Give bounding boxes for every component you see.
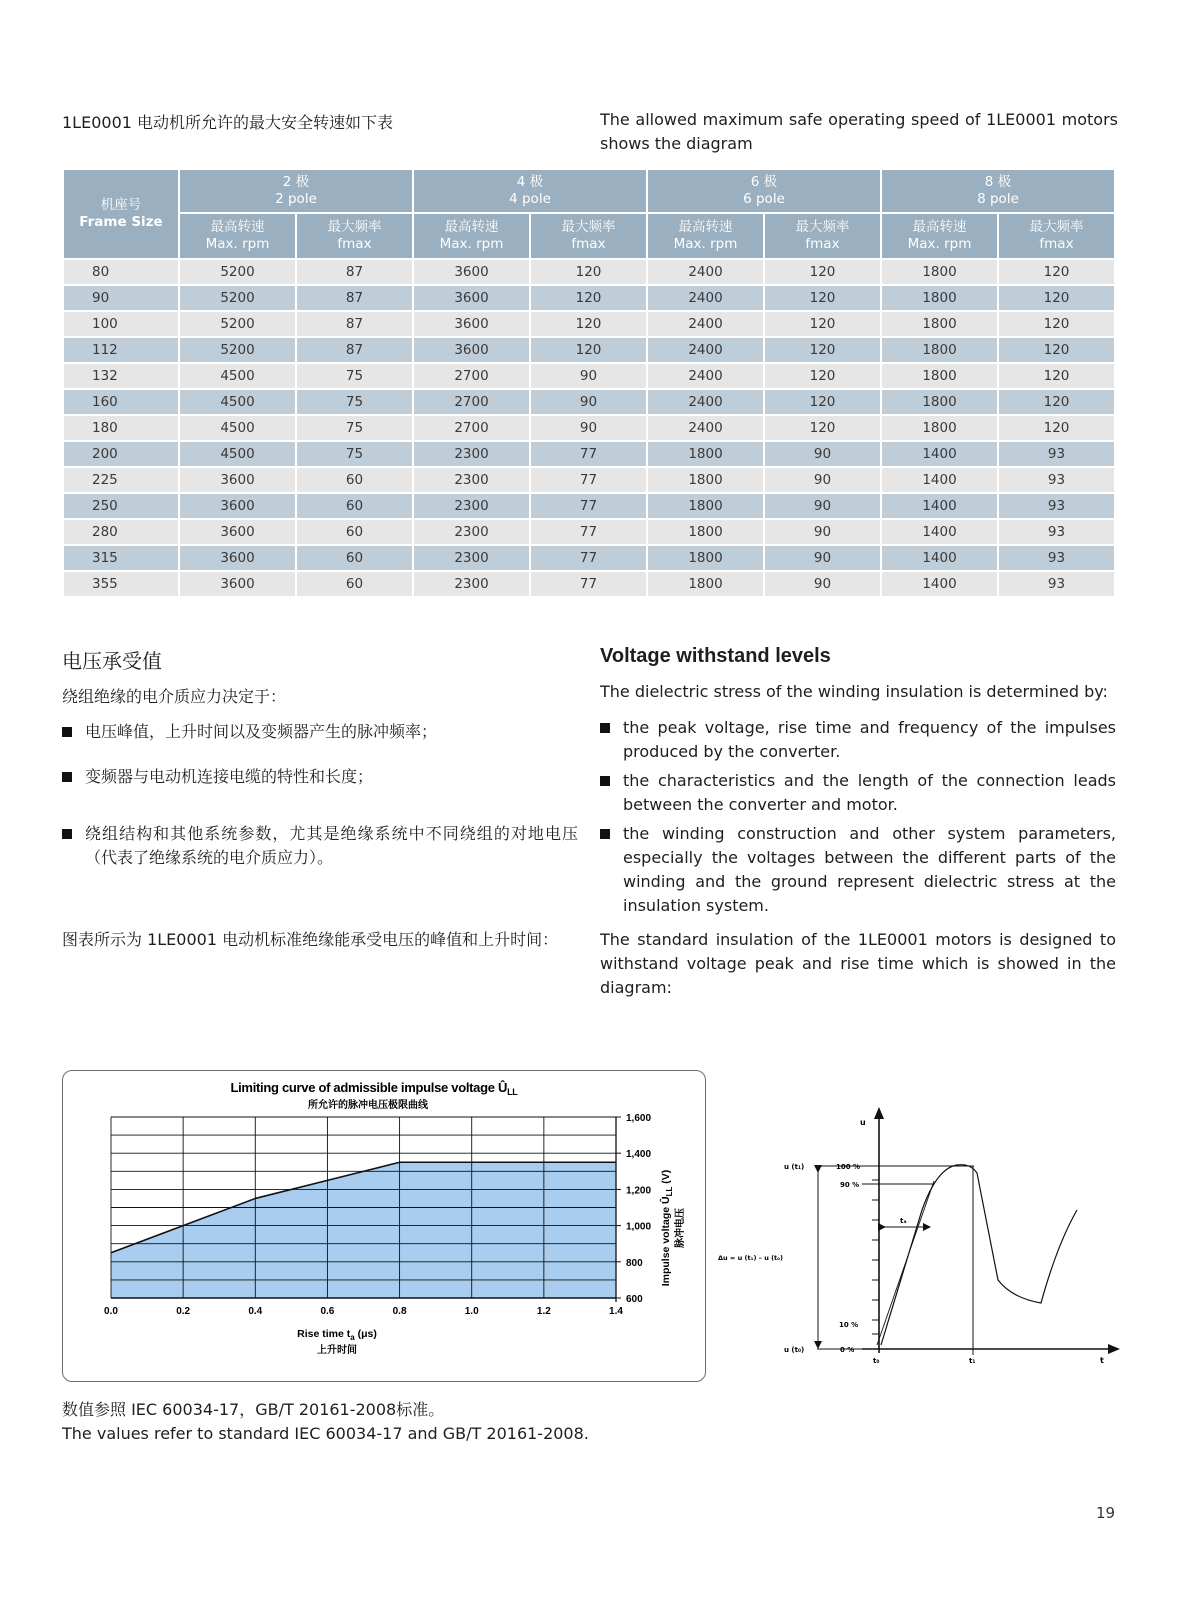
t-axis-label: t xyxy=(1100,1356,1104,1365)
y-tick-label: 1,400 xyxy=(626,1149,652,1161)
max-rpm-cell: 1800 xyxy=(647,519,764,545)
table-body xyxy=(63,259,1115,597)
table-row xyxy=(63,415,1115,441)
max-rpm-cell: 1400 xyxy=(881,545,998,571)
y-tick-label: 600 xyxy=(626,1294,643,1305)
max-rpm-cell: 1800 xyxy=(881,259,998,285)
fmax-cell: 93 xyxy=(998,493,1115,519)
max-rpm-cell: 2700 xyxy=(413,389,530,415)
fmax-cell: 90 xyxy=(530,389,647,415)
max-rpm-cell: 5200 xyxy=(179,285,296,311)
group-header-8pole: 8 极 8 pole xyxy=(881,169,1115,213)
max-rpm-cell: 3600 xyxy=(179,571,296,597)
x-tick-label: 0.2 xyxy=(176,1306,191,1317)
max-rpm-cell: 1800 xyxy=(647,571,764,597)
max-rpm-cell: 1800 xyxy=(881,285,998,311)
pulse-definition-diagram xyxy=(712,1105,1122,1375)
x-tick-label: 0.0 xyxy=(104,1306,118,1317)
table-row xyxy=(63,311,1115,337)
max-rpm-cell: 2300 xyxy=(413,467,530,493)
max-rpm-cell: 1800 xyxy=(881,311,998,337)
max-rpm-cell: 3600 xyxy=(413,337,530,363)
max-rpm-cell: 2400 xyxy=(647,337,764,363)
bullet-cn-2: 变频器与电动机连接电缆的特性和长度； xyxy=(62,765,578,789)
frame-size-cell: 250 xyxy=(63,493,179,519)
y-axis-ticks xyxy=(616,1113,651,1305)
max-rpm-cell: 2300 xyxy=(413,493,530,519)
fmax-cell: 77 xyxy=(530,467,647,493)
max-rpm-cell: 3600 xyxy=(179,493,296,519)
max-rpm-cell: 1800 xyxy=(647,545,764,571)
x-axis-label: Rise time $t_a$ (μs) xyxy=(297,1328,377,1342)
bullet-square-icon xyxy=(600,723,610,733)
fmax-cell: 90 xyxy=(530,363,647,389)
fmax-cell: 120 xyxy=(998,389,1115,415)
label-90-percent: 90 % xyxy=(840,1181,860,1189)
max-rpm-cell: 1400 xyxy=(881,441,998,467)
fmax-header: 最大频率 fmax xyxy=(296,213,413,259)
fmax-cell: 120 xyxy=(530,311,647,337)
fmax-cell: 93 xyxy=(998,545,1115,571)
intro-text-en: The allowed maximum safe operating speed of 1LE0001 motors shows the diagram xyxy=(600,110,1118,153)
table-row xyxy=(63,545,1115,571)
fmax-cell: 90 xyxy=(764,571,881,597)
section-heading-en: Voltage withstand levels xyxy=(600,645,831,667)
max-rpm-cell: 1400 xyxy=(881,467,998,493)
max-rpm-cell: 3600 xyxy=(179,519,296,545)
fmax-header: 最大频率 fmax xyxy=(530,213,647,259)
x-axis-label-cn: 上升时间 xyxy=(317,1345,357,1356)
bullet-square-icon xyxy=(600,776,610,786)
fmax-cell: 87 xyxy=(296,259,413,285)
fmax-cell: 60 xyxy=(296,545,413,571)
max-rpm-cell: 1400 xyxy=(881,571,998,597)
diagram-intro-cn: 图表所示为 1LE0001 电动机标准绝缘能承受电压的峰值和上升时间： xyxy=(62,930,559,949)
bullet-en-1: the peak voltage, rise time and frequency of the impulses produced by the converter. xyxy=(600,716,1116,764)
max-rpm-cell: 1400 xyxy=(881,493,998,519)
max-rpm-cell: 2400 xyxy=(647,415,764,441)
bullet-cn-3: 绕组结构和其他系统参数，尤其是绝缘系统中不同绕组的对地电压（代表了绝缘系统的电介质应力）。 xyxy=(62,822,578,870)
bullet-cn-1: 电压峰值，上升时间以及变频器产生的脉冲频率； xyxy=(62,720,578,744)
x-tick-label: 1.2 xyxy=(536,1306,551,1317)
fmax-cell: 120 xyxy=(530,337,647,363)
x-tick-label: 1.0 xyxy=(464,1306,479,1317)
bullet-square-icon xyxy=(62,727,72,737)
max-rpm-cell: 3600 xyxy=(179,545,296,571)
max-rpm-cell: 1800 xyxy=(881,415,998,441)
fmax-cell: 75 xyxy=(296,389,413,415)
fmax-cell: 93 xyxy=(998,441,1115,467)
impulse-voltage-chart xyxy=(62,1070,704,1380)
max-rpm-cell: 5200 xyxy=(179,311,296,337)
frame-size-cell: 180 xyxy=(63,415,179,441)
fmax-cell: 120 xyxy=(764,259,881,285)
max-rpm-cell: 4500 xyxy=(179,415,296,441)
fmax-cell: 120 xyxy=(530,285,647,311)
fmax-cell: 75 xyxy=(296,415,413,441)
fmax-cell: 120 xyxy=(998,259,1115,285)
max-rpm-cell: 3600 xyxy=(413,285,530,311)
table-row xyxy=(63,493,1115,519)
max-rpm-cell: 5200 xyxy=(179,337,296,363)
table-row xyxy=(63,389,1115,415)
max-rpm-cell: 2300 xyxy=(413,545,530,571)
table-row xyxy=(63,363,1115,389)
diagram-intro-en: The standard insulation of the 1LE0001 motors is designed to withstand voltage peak and rise time which is showed in the diagram: xyxy=(600,930,1116,997)
max-rpm-cell: 1800 xyxy=(647,467,764,493)
rise-tangent-line xyxy=(877,1181,934,1345)
fmax-cell: 120 xyxy=(764,337,881,363)
bullet-square-icon xyxy=(600,829,610,839)
max-rpm-cell: 2400 xyxy=(647,259,764,285)
bullet-square-icon xyxy=(62,829,72,839)
label-100-percent: 100 % xyxy=(836,1163,861,1171)
limit-curve-area xyxy=(111,1162,616,1298)
page-number: 19 xyxy=(1096,1504,1116,1522)
fmax-cell: 77 xyxy=(530,441,647,467)
u-axis-arrow-icon xyxy=(874,1107,884,1119)
x-tick-label: 0.4 xyxy=(248,1306,263,1317)
y-axis-label-cn: 脉冲电压 xyxy=(675,1208,686,1248)
table-row xyxy=(63,571,1115,597)
table-row xyxy=(63,519,1115,545)
max-rpm-cell: 2700 xyxy=(413,363,530,389)
max-rpm-cell: 4500 xyxy=(179,363,296,389)
intro-text-cn: 1LE0001 电动机所允许的最大安全转速如下表 xyxy=(62,113,394,132)
chart-title: Limiting curve of admissible impulse voltage $Û_{LL}$ xyxy=(230,1080,518,1097)
max-rpm-cell: 2400 xyxy=(647,311,764,337)
reference-note-en: The values refer to standard IEC 60034-17 and GB/T 20161-2008. xyxy=(62,1424,589,1443)
fmax-cell: 90 xyxy=(764,467,881,493)
bullet-en-3: the winding construction and other system parameters, especially the voltages between the different parts of the winding and the ground represent dielectric stress at the insulation system. xyxy=(600,822,1116,918)
fmax-cell: 90 xyxy=(764,519,881,545)
lead-text-cn: 绕组绝缘的电介质应力决定于： xyxy=(62,687,287,706)
reference-note-cn: 数值参照 IEC 60034-17，GB/T 20161-2008标准。 xyxy=(62,1400,445,1419)
chart-title-cn: 所允许的脉冲电压极限曲线 xyxy=(308,1100,428,1111)
max-rpm-cell: 5200 xyxy=(179,259,296,285)
frame-size-cell: 160 xyxy=(63,389,179,415)
frame-size-header: 机座号 Frame Size xyxy=(63,169,179,259)
max-rpm-cell: 2300 xyxy=(413,571,530,597)
area-fill xyxy=(111,1162,616,1298)
t0-label: t₀ xyxy=(873,1357,880,1365)
group-header-6pole: 6 极 6 pole xyxy=(647,169,881,213)
rise-time-label: tₐ xyxy=(900,1217,907,1225)
fmax-cell: 120 xyxy=(998,337,1115,363)
group-header-2pole: 2 极 2 pole xyxy=(179,169,413,213)
fmax-cell: 120 xyxy=(764,311,881,337)
frame-size-cell: 90 xyxy=(63,285,179,311)
group-header-4pole: 4 极 4 pole xyxy=(413,169,647,213)
t1-label: t₁ xyxy=(969,1357,976,1365)
fmax-cell: 60 xyxy=(296,571,413,597)
frame-size-cell: 200 xyxy=(63,441,179,467)
max-rpm-header: 最高转速 Max. rpm xyxy=(647,213,764,259)
fmax-cell: 93 xyxy=(998,571,1115,597)
fmax-cell: 120 xyxy=(764,363,881,389)
fmax-cell: 120 xyxy=(764,285,881,311)
max-rpm-cell: 3600 xyxy=(413,259,530,285)
fmax-cell: 120 xyxy=(530,259,647,285)
frame-size-cell: 225 xyxy=(63,467,179,493)
fmax-cell: 93 xyxy=(998,519,1115,545)
max-rpm-cell: 1800 xyxy=(881,389,998,415)
frame-size-cell: 132 xyxy=(63,363,179,389)
max-rpm-cell: 1800 xyxy=(881,337,998,363)
max-rpm-cell: 1800 xyxy=(647,493,764,519)
fmax-cell: 60 xyxy=(296,467,413,493)
max-rpm-cell: 2300 xyxy=(413,519,530,545)
u-t1-label: u (t₁) xyxy=(784,1163,805,1171)
fmax-cell: 75 xyxy=(296,363,413,389)
pulse-curve xyxy=(881,1165,1077,1345)
frame-size-cell: 280 xyxy=(63,519,179,545)
fmax-cell: 60 xyxy=(296,519,413,545)
max-speed-table xyxy=(62,168,1116,598)
frame-size-cell: 112 xyxy=(63,337,179,363)
max-rpm-cell: 2400 xyxy=(647,389,764,415)
fmax-cell: 90 xyxy=(764,545,881,571)
max-rpm-cell: 4500 xyxy=(179,441,296,467)
max-rpm-cell: 4500 xyxy=(179,389,296,415)
x-axis-ticks xyxy=(104,1306,623,1317)
fmax-cell: 120 xyxy=(764,415,881,441)
fmax-cell: 77 xyxy=(530,571,647,597)
fmax-cell: 120 xyxy=(998,363,1115,389)
max-rpm-cell: 3600 xyxy=(179,467,296,493)
max-rpm-header: 最高转速 Max. rpm xyxy=(881,213,998,259)
y-tick-label: 1,200 xyxy=(626,1185,652,1197)
fmax-cell: 93 xyxy=(998,467,1115,493)
y-tick-label: 1,000 xyxy=(626,1221,652,1233)
max-rpm-cell: 1800 xyxy=(647,441,764,467)
max-rpm-header: 最高转速 Max. rpm xyxy=(179,213,296,259)
label-0-percent: 0 % xyxy=(840,1346,855,1354)
table-row xyxy=(63,441,1115,467)
max-rpm-cell: 1400 xyxy=(881,519,998,545)
frame-size-cell: 315 xyxy=(63,545,179,571)
fmax-cell: 75 xyxy=(296,441,413,467)
y-tick-label: 800 xyxy=(626,1257,643,1269)
table-row xyxy=(63,259,1115,285)
frame-size-cell: 80 xyxy=(63,259,179,285)
max-rpm-cell: 2700 xyxy=(413,415,530,441)
section-heading-cn: 电压承受值 xyxy=(62,649,162,673)
fmax-cell: 90 xyxy=(764,493,881,519)
fmax-header: 最大频率 fmax xyxy=(764,213,881,259)
delta-u-label: Δu = u (t₁) – u (t₀) xyxy=(718,1254,783,1262)
lead-text-en: The dielectric stress of the winding insulation is determined by: xyxy=(600,682,1108,701)
fmax-cell: 77 xyxy=(530,519,647,545)
fmax-cell: 87 xyxy=(296,311,413,337)
fmax-header: 最大频率 fmax xyxy=(998,213,1115,259)
max-rpm-cell: 2300 xyxy=(413,441,530,467)
fmax-cell: 120 xyxy=(998,285,1115,311)
label-10-percent: 10 % xyxy=(839,1321,859,1329)
max-rpm-cell: 2400 xyxy=(647,285,764,311)
fmax-cell: 60 xyxy=(296,493,413,519)
max-rpm-cell: 3600 xyxy=(413,311,530,337)
fmax-cell: 77 xyxy=(530,545,647,571)
bullet-en-2: the characteristics and the length of the connection leads between the converter and motor. xyxy=(600,769,1116,817)
fmax-cell: 90 xyxy=(764,441,881,467)
table-row xyxy=(63,337,1115,363)
max-rpm-header: 最高转速 Max. rpm xyxy=(413,213,530,259)
max-rpm-cell: 2400 xyxy=(647,363,764,389)
u-t0-label: u (t₀) xyxy=(784,1346,805,1354)
table-row xyxy=(63,285,1115,311)
fmax-cell: 90 xyxy=(530,415,647,441)
fmax-cell: 120 xyxy=(764,389,881,415)
fmax-cell: 77 xyxy=(530,493,647,519)
fmax-cell: 87 xyxy=(296,337,413,363)
frame-size-cell: 100 xyxy=(63,311,179,337)
table-row xyxy=(63,467,1115,493)
x-tick-label: 1.4 xyxy=(609,1306,623,1317)
y-axis-label: Impulse voltage $Û_{LL}$ (V) xyxy=(660,1169,674,1287)
x-tick-label: 0.8 xyxy=(392,1306,407,1317)
max-rpm-cell: 1800 xyxy=(881,363,998,389)
u-axis-label: u xyxy=(860,1118,866,1127)
fmax-cell: 120 xyxy=(998,415,1115,441)
fmax-cell: 120 xyxy=(998,311,1115,337)
bullet-square-icon xyxy=(62,772,72,782)
fmax-cell: 87 xyxy=(296,285,413,311)
t-axis-arrow-icon xyxy=(1108,1344,1120,1354)
x-tick-label: 0.6 xyxy=(320,1306,335,1317)
y-tick-label: 1,600 xyxy=(626,1113,652,1124)
frame-size-cell: 355 xyxy=(63,571,179,597)
